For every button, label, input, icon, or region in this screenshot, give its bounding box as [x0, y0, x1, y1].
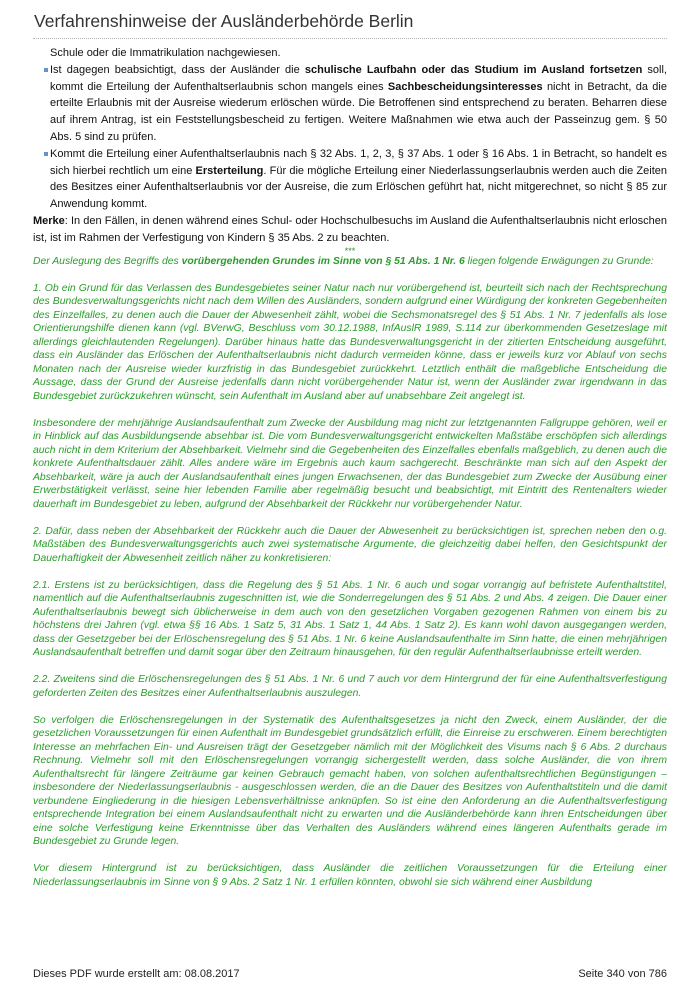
commentary-paragraph: Insbesondere der mehrjährige Auslandsaufenthalt zum Zwecke der Ausbildung mag nicht zur letztgenannten Fallgruppe gehören, weil er in Hinblick auf das Ausbildungsende absehbar ist. Die vom Bundesverwaltungsgericht entwickelten Maßstäbe erschöpfen sich allerdings auch nicht in dem Kriterium der Absehbarkeit. Vielmehr sind die Gegebenheiten des Einzelfalles ebenfalls maßgeblich, zu denen auch die konkrete Aufenthaltsdauer zählt. Alles andere wäre im Ergebnis auch kaum sachgerecht. Beschränkte man sich auf den Aspekt der Absehbarkeit, wäre ja auch der Auslandsaufenthalt eines jungen Erwachsenen, der das Bundesgebiet zum Zwecke der Ausübung einer Erwerbstätigkeit verlässt, seine hier lebenden Familie aber regelmäßig besucht und beabsichtigt, mit Eintritt des Rentenalters wieder dauerhaft im Bundesgebiet zu leben, aufgrund der Absehbarkeit der Rückkehr nur vorübergehender Natur. [33, 417, 667, 510]
page-header-title: Verfahrenshinweise der Ausländerbehörde Berlin [34, 11, 414, 31]
bullet-item-2: Kommt die Erteilung einer Aufenthaltserlaubnis nach § 32 Abs. 1, 2, 3, § 37 Abs. 1 oder § 16 Abs. 1 in Betracht, so handelt es sich hierbei rechtlich um eine Ersterteilung. Für die mögliche Erteilung einer Niederlassungserlaubnis werden auch die Zeiten des Besitzes einer Aufenthaltserlaubnis vor der Ausreise, die zum Erlöschen geführt hat, nicht mitgerechnet, so nicht § 85 zur Anwendung kommt. [33, 146, 667, 213]
square-bullet-icon [44, 68, 48, 72]
pdf-created-date: Dieses PDF wurde erstellt am: 08.08.2017 [33, 968, 240, 980]
page-footer [33, 968, 667, 980]
bullet-item-1: Ist dagegen beabsichtigt, dass der Ausländer die schulische Laufbahn oder das Studium im Ausland fortsetzen soll, kommt die Erteilung der Aufenthaltserlaubnis schon mangels eines Sachbescheidungsinteresses nicht in Betracht, da die erteilte Erlaubnis mit der Ausreise wiederum erlöschen würde. Die Betroffenen sind entsprechend zu beraten. Beharren diese auf ihrem Antrag, ist ein Feststellungsbescheid zu fertigen. Weitere Maßnahmen wie etwa auch der Passeinzug gem. § 50 Abs. 5 sind zu prüfen. [33, 62, 667, 146]
header-divider [33, 38, 667, 39]
commentary-paragraph: 2. Dafür, dass neben der Absehbarkeit der Rückkehr auch die Dauer der Abwesenheit zu berücksichtigen ist, sprechen neben den o.g. Maßstäben des Bundesverwaltungsgerichts auch zwei systematische Argumente, die gleichzeitig dabei helfen, den Gesichtspunkt der Dauerhaftigkeit der Abwesenheit zeitlich näher zu konkretisieren: [33, 525, 667, 564]
commentary-paragraph: 1. Ob ein Grund für das Verlassen des Bundesgebietes seiner Natur nach nur vorübergehend ist, beurteilt sich nach der Rechtsprechung des Bundesverwaltungsgerichts nicht nach dem Willen des Ausländers, sondern aufgrund einer Würdigung der konkreten Gegebenheiten des Einzelfalles, zu denen auch die Dauer der Abwesenheit zählt, wobei die Sechsmonatsregel des § 51 Abs. 1 Nr. 7 jedenfalls als lose Orientierungshilfe dienen kann (vgl. BVerwG, Beschluss vom 30.12.1988, InfAuslR 1989, S.114 zur überkommenden Gesetzeslage mit allerdings gleichlautenden Regelungen). Darüber hinaus hatte das Bundesverwaltungsgericht in der zitierten Entscheidung ausgeführt, dass ein Ausländer das Erlöschen der Aufenthaltserlaubnis nicht dadurch vermeiden könne, dass er jeweils kurz vor Ablauf von sechs Monaten nach der Ausreise wieder kurzfristig in das Bundesgebiet zurückkehrt. Letztlich enthält die maßgebliche Entscheidung die Aussage, dass der Grund der Ausreise jedenfalls dann nicht vorübergehender Natur ist, wenn der Ausländer zwar irgendwann in das Bundesgebiet zurückzukehren wünscht, sein Aufenthalt im Ausland aber auf unabsehbare Zeit angelegt ist. [33, 282, 667, 402]
commentary-paragraph: 2.2. Zweitens sind die Erlöschensregelungen des § 51 Abs. 1 Nr. 6 und 7 auch vor dem Hintergrund der für eine Aufenthaltsverfestigung geforderten Zeiten des Besitzes einer Aufenthaltserlaubnis auszulegen. [33, 674, 667, 699]
square-bullet-icon [44, 152, 48, 156]
continuation-text: Schule oder die Immatrikulation nachgewiesen. [50, 47, 281, 59]
commentary-paragraph: Vor diesem Hintergrund ist zu berücksichtigen, dass Ausländer die zeitlichen Voraussetzungen für die Erteilung einer Niederlassungserlaubnis im Sinne von § 9 Abs. 2 Satz 1 Nr. 1 erfüllen könnten, obwohl sie sich während einer Ausbildung [33, 863, 667, 888]
green-commentary [33, 255, 667, 890]
merke-note: Merke: In den Fällen, in denen während eines Schul- oder Hochschulbesuchs im Ausland die Aufenthaltserlaubnis nicht erloschen ist, ist im Rahmen der Verfestigung von Kindern § 35 Abs. 2 zu beachten. [33, 214, 667, 244]
page-number: Seite 340 von 786 [578, 968, 667, 980]
document-body [33, 45, 667, 903]
commentary-paragraph: So verfolgen die Erlöschensregelungen in der Systematik des Aufenthaltsgesetzes ja nicht den Zweck, einem Ausländer, der die gesetzlichen Voraussetzungen für einen Aufenthalt im Bundesgebiet grundsätzlich erfüllt, die Einreise zu erschweren. Einem berechtigten Interesse an mehrfachen Ein- und Ausreisen trägt der Gesetzgeber nämlich mit der Möglichkeit des Visums nach § 6 Abs. 2 durchaus Rechnung. Vielmehr soll mit den Erlöschensregelungen vorrangig sichergestellt werden, dass solche Ausländer, die von ihrem Aufenthaltsrecht für längere Zeiträume gar keinen Gebrauch gemacht haben, von solchen aufenthaltsrechtlichen Begünstigungen – insbesondere der Niederlassungserlaubnis - ausgeschlossen werden, die an die Dauer des Besitzes von Aufenthaltstiteln und die damit verbundene Eingliederung in die hiesigen Lebensverhältnisse anknüpfen. So ist eine den Anforderung an die Aufenthaltsverfestigung entsprechende Integration bei einem Auslandsaufenthalt nicht zu erwarten und die Ausländerbehörde kann ihren Entscheidungen über eine solche Verfestigung keine Erkenntnisse über das Verhalten des Ausländers während eines längeren Aufenthalts gerade im Bundesgebiet zu Grunde legen. [33, 714, 667, 848]
section-separator: *** [344, 245, 356, 256]
intro-paragraph: Der Auslegung des Begriffs des vorübergehenden Grundes im Sinne von § 51 Abs. 1 Nr. 6 liegen folgende Erwägungen zu Grunde: [33, 255, 654, 267]
commentary-paragraph: 2.1. Erstens ist zu berücksichtigen, dass die Regelung des § 51 Abs. 1 Nr. 6 auch und sogar vorrangig auf befristete Aufenthaltstitel, namentlich auf die Aufenthaltserlaubnis zugeschnitten ist, wie die Sonderregelungen des § 51 Abs. 2 und Abs. 4 zeigen. Die Dauer einer Aufenthaltserlaubnis bewegt sich üblicherweise in dem auch von den gesetzlichen Vorgaben gezogenen Rahmen von einem bis zu höchstens drei Jahren (vgl. etwa §§ 16 Abs. 1 Satz 5, 31 Abs. 1 Satz 1, 44 Abs. 1 Satz 2). Es kann wohl davon ausgegangen werden, dass der Gesetzgeber bei der Erlöschensregelung des § 51 Abs. 1 Nr. 6 keine Auslandsaufenthalte im Sinn hatte, die einen mehrjährigen Auslandsaufenthalt betreffen und damit sogar über den Zeitraum hinausgehen, für den regulär Aufenthaltserlaubnisse erteilt werden. [33, 579, 667, 659]
